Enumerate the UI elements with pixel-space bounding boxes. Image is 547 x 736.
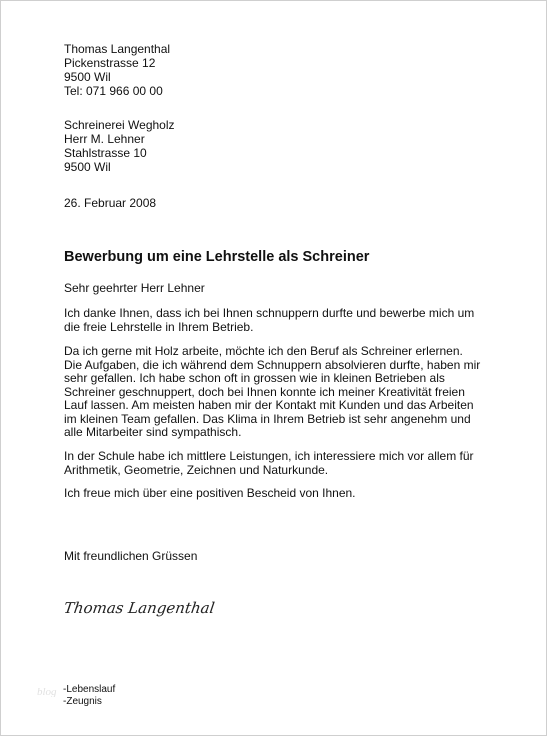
letter-subject: Bewerbung um eine Lehrstelle als Schreiner: [64, 249, 370, 265]
recipient-company: Schreinerei Wegholz: [64, 118, 175, 132]
salutation: Sehr geehrter Herr Lehner: [64, 281, 205, 295]
enclosure-item: -Lebenslauf: [63, 684, 116, 695]
watermark-text: blog: [37, 686, 57, 697]
recipient-contact: Herr M. Lehner: [64, 132, 145, 146]
sender-phone: Tel: 071 966 00 00: [64, 84, 163, 98]
handwritten-signature: Thomas Langenthal: [62, 599, 216, 617]
paragraph-motivation: Da ich gerne mit Holz arbeite, möchte ich den Beruf als Schreiner erlernen. Die Aufgaben, die ich während dem Schnuppern absolvieren durfte, haben mir sehr gefallen. Ich habe schon oft in grossen wie in kleinen Betrieben als Schreiner geschnuppert, doch bei Ihnen konnte ich meiner Kreativität freien Lauf lassen. Am meisten haben mir der Kontakt mit Kunden und das Arbeiten im kleinen Team gefallen. Das Klima in Ihrem Betrieb ist sehr angenehm und alle Mitarbeiter sind sympathisch.: [64, 344, 481, 439]
enclosure-item: -Zeugnis: [63, 696, 102, 707]
paragraph-outro: Ich freue mich über eine positiven Bescheid von Ihnen.: [64, 486, 356, 500]
paragraph-intro: Ich danke Ihnen, dass ich bei Ihnen schnuppern durfte und bewerbe mich um die freie Lehrstelle in Ihrem Betrieb.: [64, 306, 475, 334]
enclosures-list: [63, 684, 115, 708]
recipient-street: Stahlstrasse 10: [64, 146, 147, 160]
closing-line: Mit freundlichen Grüssen: [64, 549, 198, 563]
sender-address: [64, 42, 170, 98]
letter-date: 26. Februar 2008: [64, 196, 157, 210]
recipient-address: [64, 118, 175, 174]
paragraph-school: In der Schule habe ich mittlere Leistungen, ich interessiere mich vor allem für Arithmetik, Geometrie, Zeichnen und Naturkunde.: [64, 449, 474, 477]
sender-name: Thomas Langenthal: [64, 42, 171, 56]
recipient-city: 9500 Wil: [64, 160, 111, 174]
sender-street: Pickenstrasse 12: [64, 56, 156, 70]
sender-city: 9500 Wil: [64, 70, 111, 84]
